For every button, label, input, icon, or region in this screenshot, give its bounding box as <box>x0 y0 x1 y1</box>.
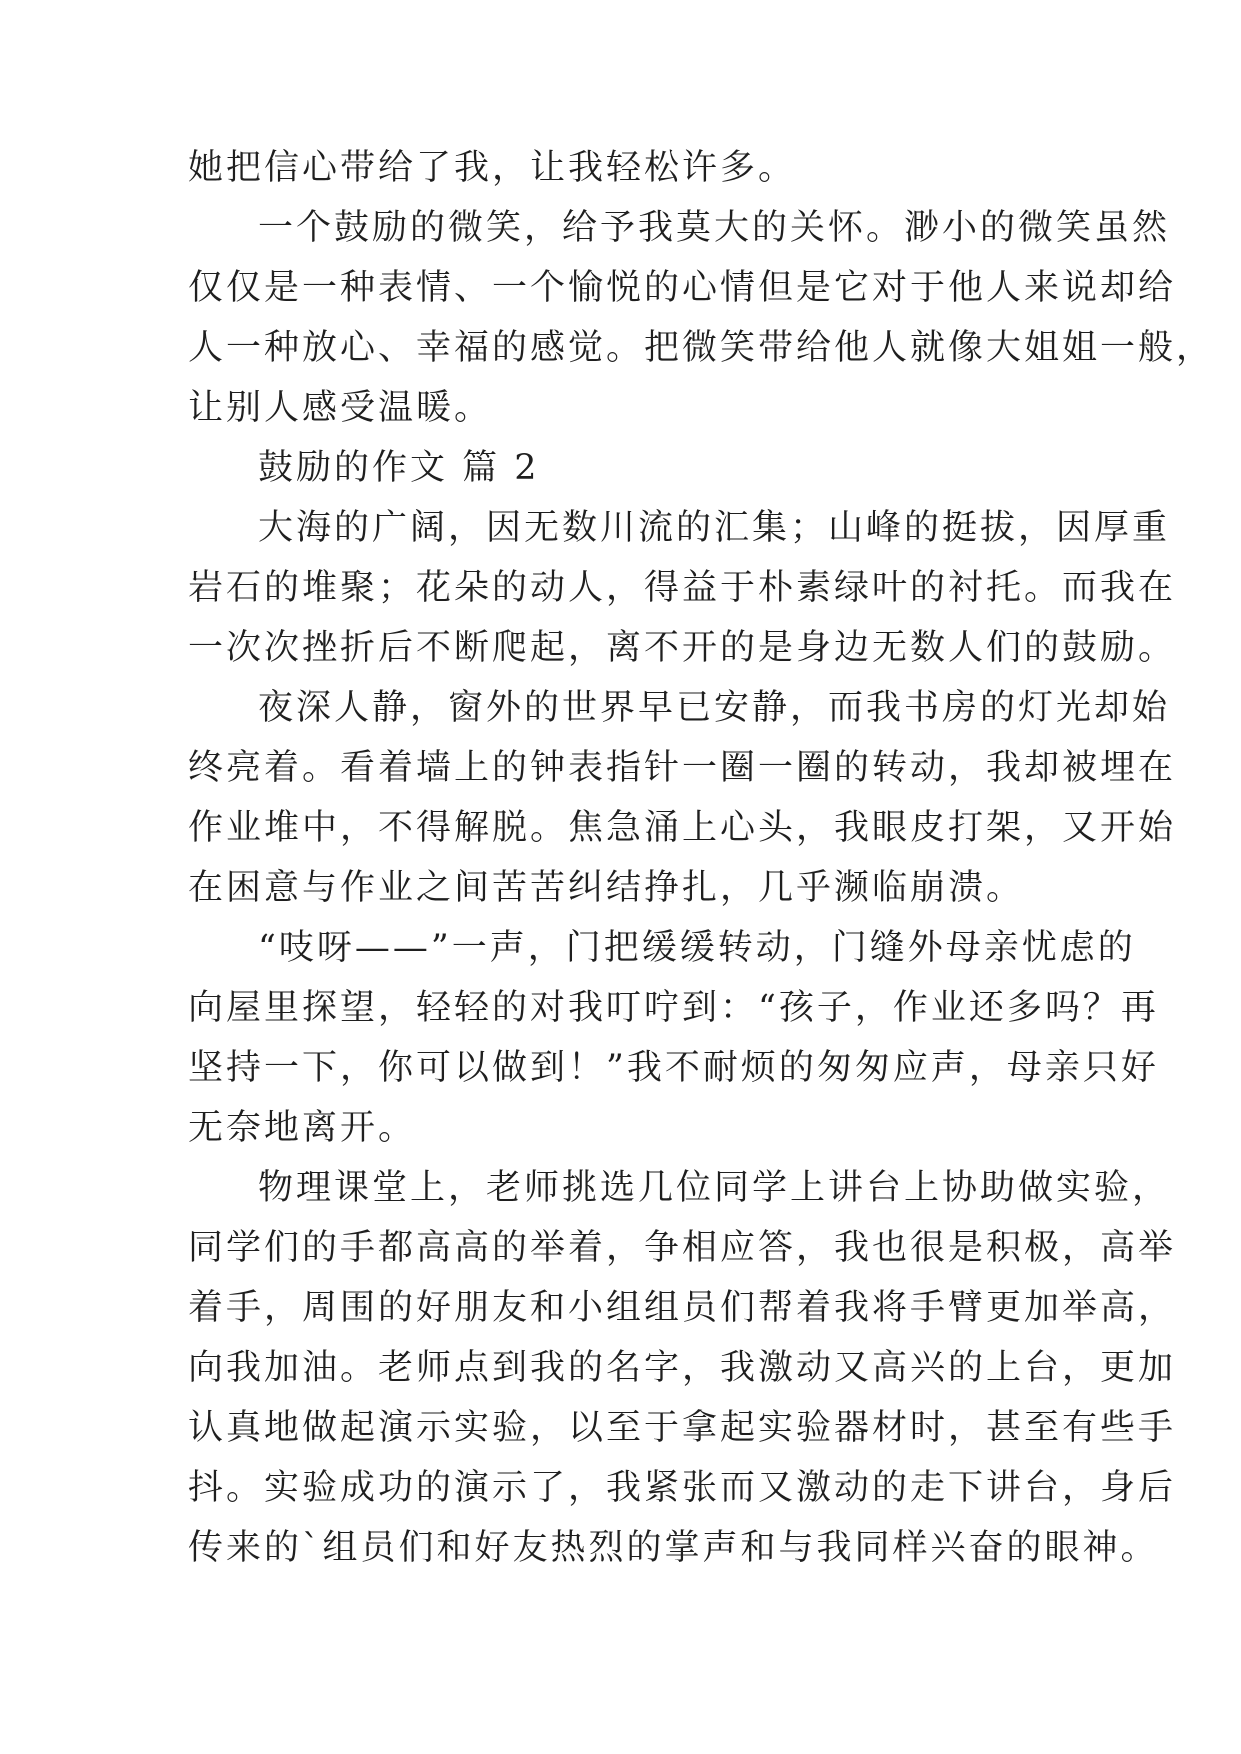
text-line: 终亮着。看着墙上的钟表指针一圈一圈的转动，我却被埋在 <box>188 748 1177 788</box>
paragraph-first-line: “吱呀——”一声，门把缓缓转动，门缝外母亲忧虑的 <box>258 928 1136 968</box>
paragraph-first-line: 大海的广阔，因无数川流的汇集；山峰的挺拔，因厚重 <box>258 508 1171 548</box>
text-line: 在困意与作业之间苦苦纠结挣扎，几乎濒临崩溃。 <box>188 868 1025 908</box>
section-heading: 鼓励的作文 篇 2 <box>258 448 540 488</box>
text-line: 向屋里探望，轻轻的对我叮咛到：“孩子，作业还多吗？再 <box>188 988 1159 1028</box>
text-line: 人一种放心、幸福的感觉。把微笑带给他人就像大姐姐一般， <box>188 328 1215 368</box>
text-line: 一次次挫折后不断爬起，离不开的是身边无数人们的鼓励。 <box>188 628 1177 668</box>
paragraph-first-line: 夜深人静，窗外的世界早已安静，而我书房的灯光却始 <box>258 688 1171 728</box>
text-line: 岩石的堆聚；花朵的动人，得益于朴素绿叶的衬托。而我在 <box>188 568 1177 608</box>
text-line: 抖。实验成功的演示了，我紧张而又激动的走下讲台，身后 <box>188 1468 1177 1508</box>
text-line: 认真地做起演示实验，以至于拿起实验器材时，甚至有些手 <box>188 1408 1177 1448</box>
text-line: 仅仅是一种表情、一个愉悦的心情但是它对于他人来说却给 <box>188 268 1177 308</box>
text-line: 同学们的手都高高的举着，争相应答，我也很是积极，高举 <box>188 1228 1177 1268</box>
paragraph-first-line: 一个鼓励的微笑，给予我莫大的关怀。渺小的微笑虽然 <box>258 208 1171 248</box>
text-line: 坚持一下，你可以做到！”我不耐烦的匆匆应声，母亲只好 <box>188 1048 1159 1088</box>
text-line: 无奈地离开。 <box>188 1108 417 1148</box>
text-line: 让别人感受温暖。 <box>188 388 493 428</box>
paragraph-first-line: 物理课堂上，老师挑选几位同学上讲台上协助做实验， <box>258 1168 1171 1208</box>
text-line: 向我加油。老师点到我的名字，我激动又高兴的上台，更加 <box>188 1348 1177 1388</box>
text-line: 传来的`组员们和好友热烈的掌声和与我同样兴奋的眼神。 <box>188 1528 1159 1568</box>
text-line: 着手，周围的好朋友和小组组员们帮着我将手臂更加举高， <box>188 1288 1177 1328</box>
text-line: 作业堆中，不得解脱。焦急涌上心头，我眼皮打架，又开始 <box>188 808 1177 848</box>
text-line: 她把信心带给了我，让我轻松许多。 <box>188 148 797 188</box>
